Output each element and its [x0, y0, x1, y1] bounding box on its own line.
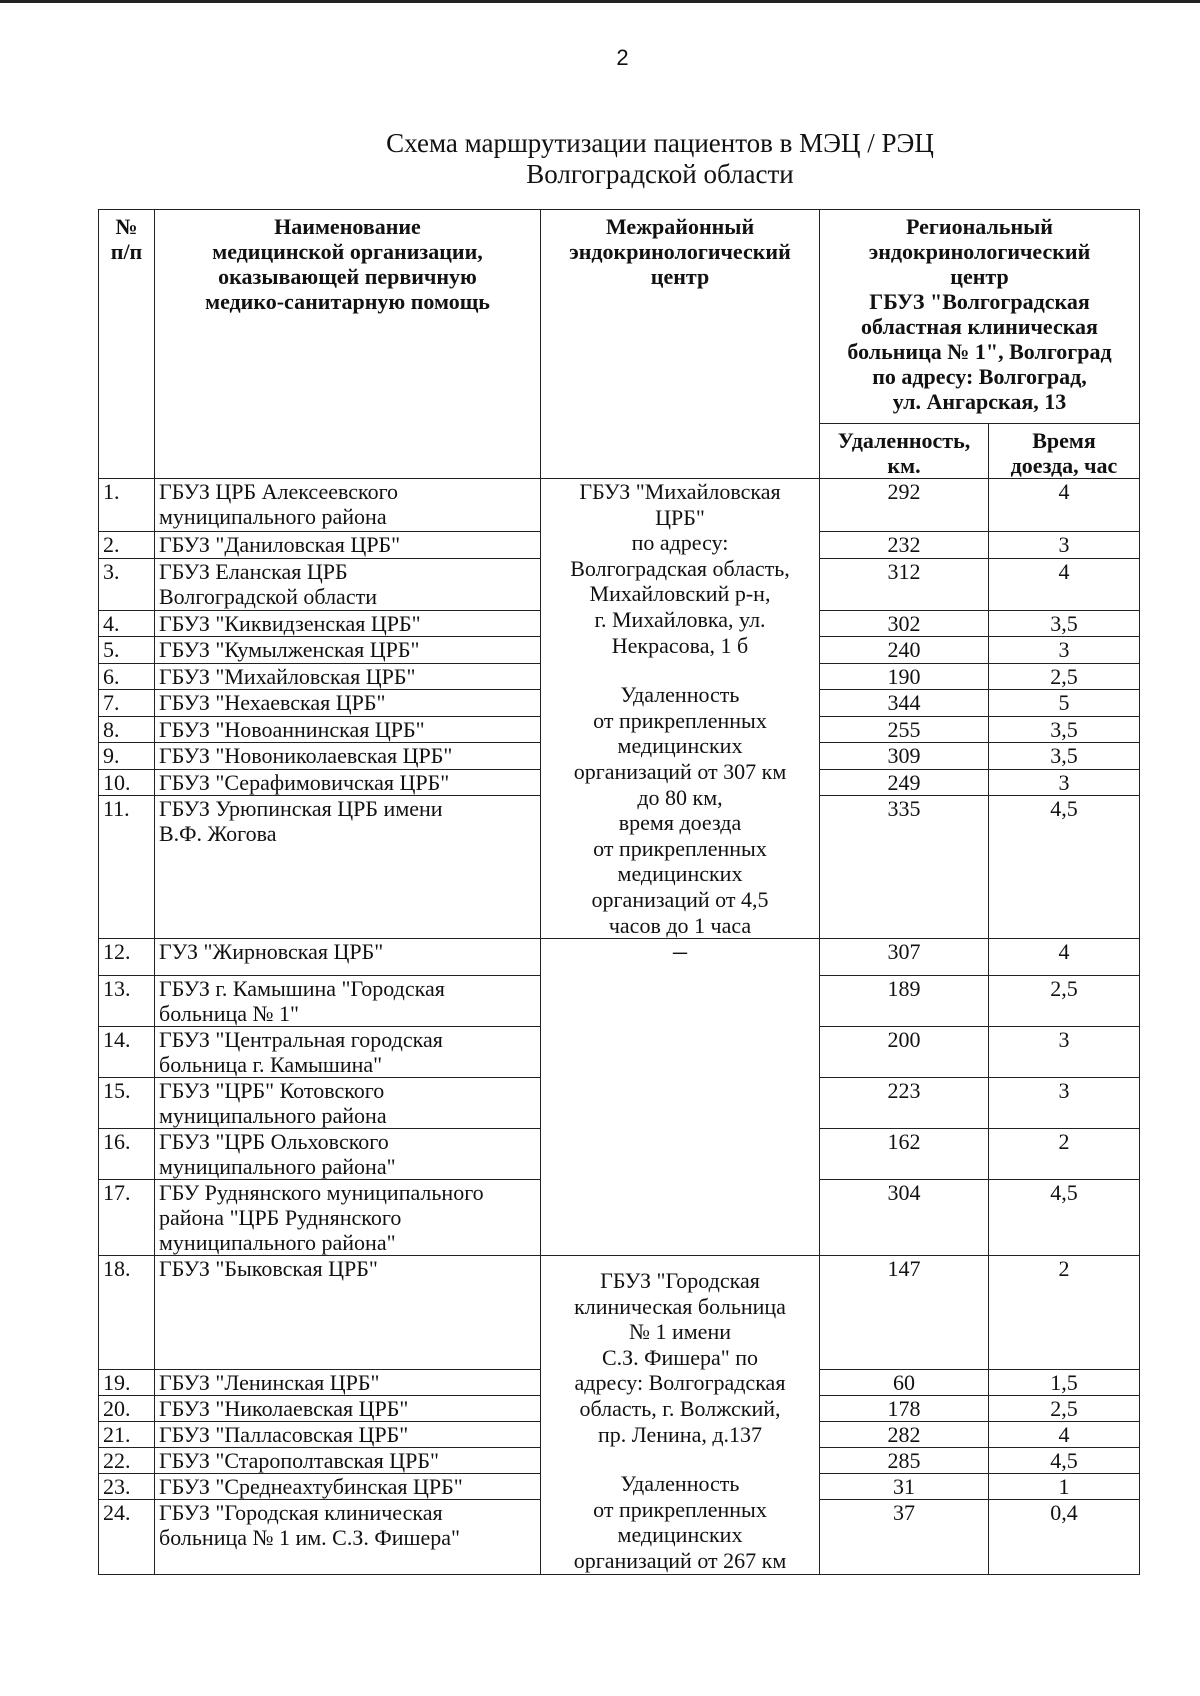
- organization-name: ГБУЗ ЦРБ Алексеевского муниципального района: [155, 479, 541, 532]
- header-number: № п/п: [99, 210, 155, 479]
- row-number: 13.: [99, 976, 155, 1027]
- travel-time-hours: 2: [989, 1256, 1140, 1370]
- distance-km: 60: [820, 1370, 989, 1396]
- travel-time-hours: 3,5: [989, 610, 1140, 637]
- distance-km: 162: [820, 1129, 989, 1180]
- row-number: 18.: [99, 1256, 155, 1370]
- row-number: 3.: [99, 558, 155, 610]
- table-row: [99, 479, 1140, 532]
- row-number: 9.: [99, 743, 155, 770]
- distance-km: 200: [820, 1027, 989, 1078]
- organization-name: ГБУ Руднянского муниципального района "ЦРБ Руднянского муниципального района": [155, 1180, 541, 1256]
- travel-time-hours: 1,5: [989, 1370, 1140, 1396]
- organization-name: ГБУЗ "Новониколаевская ЦРБ": [155, 743, 541, 770]
- travel-time-hours: 3: [989, 769, 1140, 796]
- organization-name: ГБУЗ "ЦРБ" Котовского муниципального района: [155, 1078, 541, 1129]
- travel-time-hours: 4,5: [989, 1448, 1140, 1474]
- travel-time-hours: 3: [989, 532, 1140, 559]
- organization-name: ГБУЗ "Новоаннинская ЦРБ": [155, 716, 541, 743]
- distance-km: 292: [820, 479, 989, 532]
- distance-km: 189: [820, 976, 989, 1027]
- distance-km: 344: [820, 690, 989, 717]
- organization-name: ГБУЗ "Киквидзенская ЦРБ": [155, 610, 541, 637]
- row-number: 19.: [99, 1370, 155, 1396]
- row-number: 21.: [99, 1422, 155, 1448]
- interdistrict-center-mikhailovka: ГБУЗ "Михайловская ЦРБ" по адресу: Волгоградская область, Михайловский р-н, г. Михайловка, ул. Некрасова, 1 б Удаленность от прикрепленных медицинских организаций от 307 км до 80 км, время доезда от прикрепленных медицинских организаций от 4,5 часов до 1 часа: [541, 479, 820, 939]
- distance-km: 178: [820, 1396, 989, 1422]
- organization-name: ГБУЗ "Даниловская ЦРБ": [155, 532, 541, 559]
- header-interdistrict-center: Межрайонный эндокринологический центр: [541, 210, 820, 479]
- distance-km: 312: [820, 558, 989, 610]
- header-regional-center: Региональный эндокринологический центр ГБУЗ "Волгоградская областная клиническая больница № 1", Волгоград по адресу: Волгоград, ул. Ангарская, 13: [820, 210, 1140, 424]
- travel-time-hours: 3,5: [989, 716, 1140, 743]
- row-number: 24.: [99, 1500, 155, 1574]
- travel-time-hours: 4,5: [989, 1180, 1140, 1256]
- row-number: 2.: [99, 532, 155, 559]
- organization-name: ГБУЗ "Нехаевская ЦРБ": [155, 690, 541, 717]
- row-number: 14.: [99, 1027, 155, 1078]
- routing-table: [98, 209, 1140, 1575]
- row-number: 22.: [99, 1448, 155, 1474]
- table-row: [99, 939, 1140, 976]
- distance-km: 304: [820, 1180, 989, 1256]
- no-interdistrict-center: –: [541, 939, 820, 1256]
- travel-time-hours: 3: [989, 1027, 1140, 1078]
- header-travel-time: Время доезда, час: [989, 424, 1140, 479]
- organization-name: ГУЗ "Жирновская ЦРБ": [155, 939, 541, 976]
- travel-time-hours: 1: [989, 1474, 1140, 1500]
- organization-name: ГБУЗ "Николаевская ЦРБ": [155, 1396, 541, 1422]
- table-row: [99, 1256, 1140, 1370]
- title-line: Схема маршрутизации пациентов в МЭЦ / РЭЦ: [386, 128, 934, 158]
- row-number: 16.: [99, 1129, 155, 1180]
- row-number: 1.: [99, 479, 155, 532]
- row-number: 17.: [99, 1180, 155, 1256]
- travel-time-hours: 2: [989, 1129, 1140, 1180]
- row-number: 4.: [99, 610, 155, 637]
- document-title: [300, 128, 1020, 190]
- header-organization: Наименование медицинской организации, оказывающей первичную медико-санитарную помощь: [155, 210, 541, 479]
- organization-name: ГБУЗ "Центральная городская больница г. Камышина": [155, 1027, 541, 1078]
- distance-km: 232: [820, 532, 989, 559]
- organization-name: ГБУЗ "Среднеахтубинская ЦРБ": [155, 1474, 541, 1500]
- row-number: 7.: [99, 690, 155, 717]
- distance-km: 335: [820, 796, 989, 939]
- organization-name: ГБУЗ "Серафимовичская ЦРБ": [155, 769, 541, 796]
- organization-name: ГБУЗ "Старополтавская ЦРБ": [155, 1448, 541, 1474]
- distance-km: 147: [820, 1256, 989, 1370]
- distance-km: 240: [820, 637, 989, 664]
- row-number: 12.: [99, 939, 155, 976]
- travel-time-hours: 5: [989, 690, 1140, 717]
- header-row: [99, 210, 1140, 424]
- travel-time-hours: 3,5: [989, 743, 1140, 770]
- distance-km: 190: [820, 663, 989, 690]
- organization-name: ГБУЗ "ЦРБ Ольховского муниципального района": [155, 1129, 541, 1180]
- travel-time-hours: 3: [989, 1078, 1140, 1129]
- travel-time-hours: 4,5: [989, 796, 1140, 939]
- row-number: 15.: [99, 1078, 155, 1129]
- row-number: 23.: [99, 1474, 155, 1500]
- organization-name: ГБУЗ Еланская ЦРБ Волгоградской области: [155, 558, 541, 610]
- travel-time-hours: 4: [989, 558, 1140, 610]
- title-line: Волгоградской области: [526, 159, 794, 189]
- distance-km: 31: [820, 1474, 989, 1500]
- row-number: 11.: [99, 796, 155, 939]
- travel-time-hours: 0,4: [989, 1500, 1140, 1574]
- travel-time-hours: 2,5: [989, 1396, 1140, 1422]
- distance-km: 37: [820, 1500, 989, 1574]
- organization-name: ГБУЗ "Быковская ЦРБ": [155, 1256, 541, 1370]
- distance-km: 223: [820, 1078, 989, 1129]
- organization-name: ГБУЗ "Ленинская ЦРБ": [155, 1370, 541, 1396]
- organization-name: ГБУЗ "Палласовская ЦРБ": [155, 1422, 541, 1448]
- row-number: 20.: [99, 1396, 155, 1422]
- page-number: 2: [616, 45, 629, 70]
- travel-time-hours: 4: [989, 1422, 1140, 1448]
- header-distance: Удаленность, км.: [820, 424, 989, 479]
- distance-km: 307: [820, 939, 989, 976]
- organization-name: ГБУЗ Урюпинская ЦРБ имени В.Ф. Жогова: [155, 796, 541, 939]
- row-number: 8.: [99, 716, 155, 743]
- travel-time-hours: 3: [989, 637, 1140, 664]
- organization-name: ГБУЗ "Кумылженская ЦРБ": [155, 637, 541, 664]
- distance-km: 302: [820, 610, 989, 637]
- travel-time-hours: 2,5: [989, 663, 1140, 690]
- interdistrict-center-fisher: ГБУЗ "Городская клиническая больница № 1 имени С.З. Фишера" по адресу: Волгоградская область, г. Волжский, пр. Ленина, д.137 Удаленность от прикрепленных медицинских организаций от 267 км: [541, 1256, 820, 1575]
- distance-km: 282: [820, 1422, 989, 1448]
- distance-km: 309: [820, 743, 989, 770]
- top-border-line: [0, 0, 1200, 3]
- distance-km: 285: [820, 1448, 989, 1474]
- travel-time-hours: 4: [989, 939, 1140, 976]
- travel-time-hours: 4: [989, 479, 1140, 532]
- travel-time-hours: 2,5: [989, 976, 1140, 1027]
- distance-km: 255: [820, 716, 989, 743]
- organization-name: ГБУЗ "Михайловская ЦРБ": [155, 663, 541, 690]
- organization-name: ГБУЗ "Городская клиническая больница № 1 им. С.З. Фишера": [155, 1500, 541, 1574]
- organization-name: ГБУЗ г. Камышина "Городская больница № 1": [155, 976, 541, 1027]
- row-number: 5.: [99, 637, 155, 664]
- row-number: 10.: [99, 769, 155, 796]
- distance-km: 249: [820, 769, 989, 796]
- row-number: 6.: [99, 663, 155, 690]
